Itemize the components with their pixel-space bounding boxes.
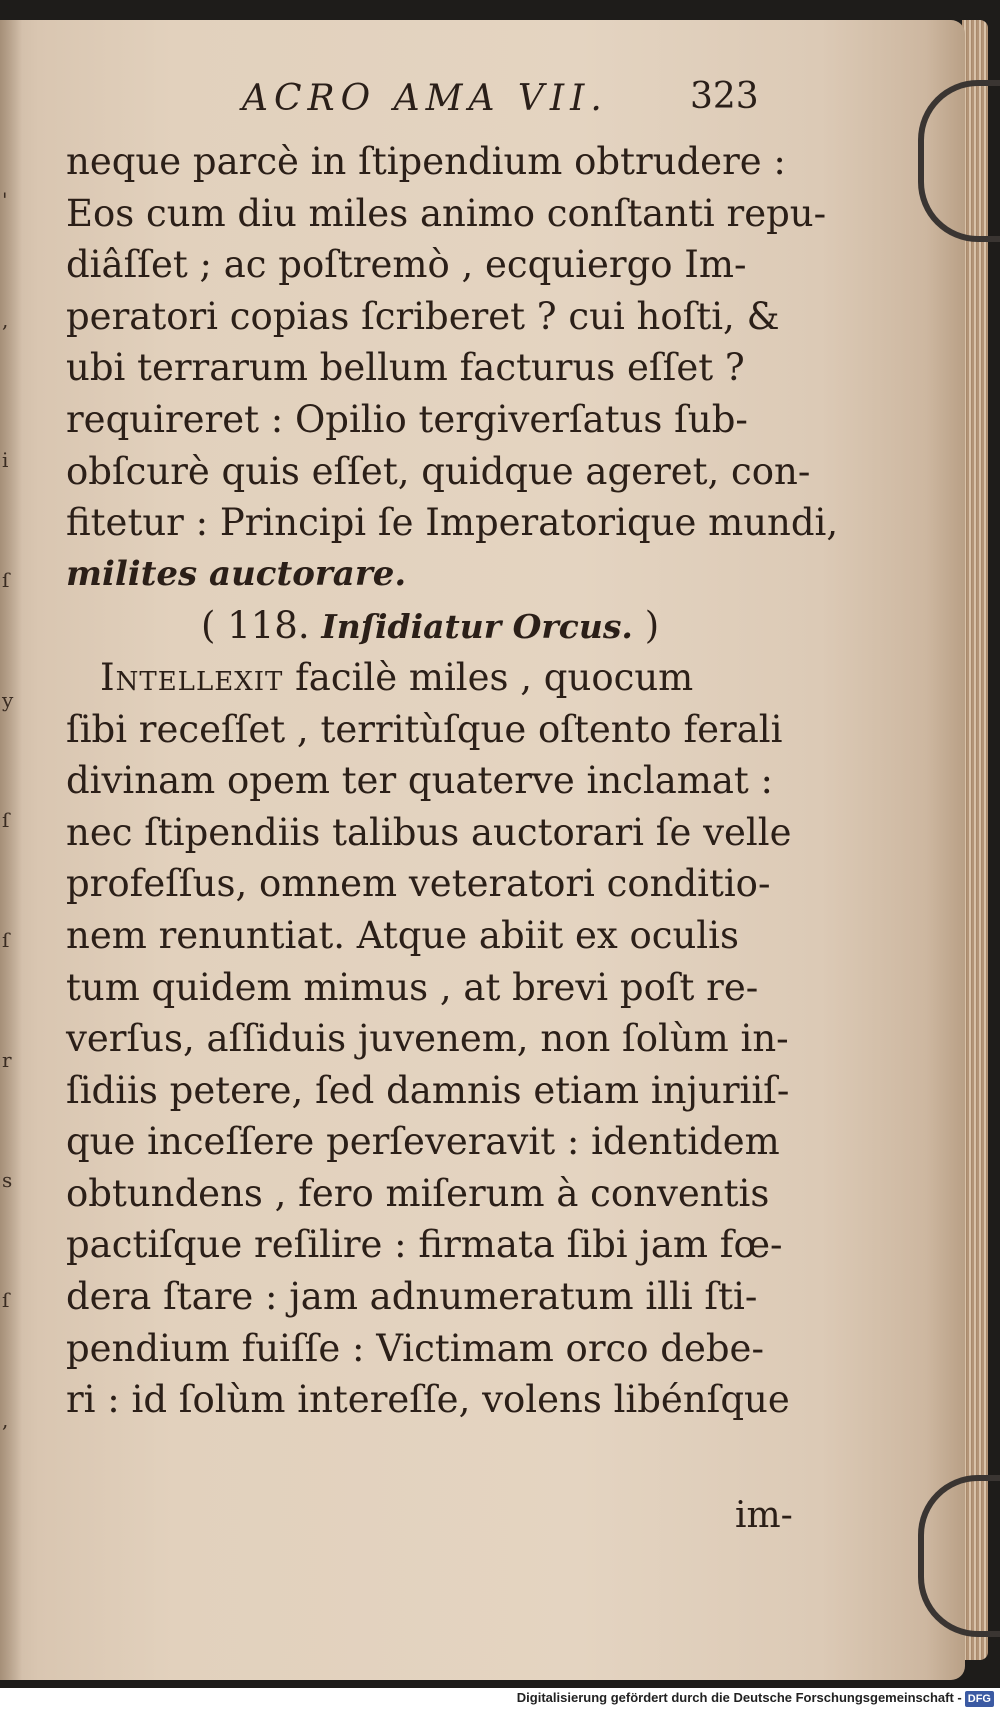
text-line: peratori copias ſcriberet ? cui hoſti, & bbox=[66, 294, 780, 338]
text-line: Eos cum diu miles animo conſtanti repu- bbox=[66, 191, 827, 235]
text-line: ri : id ſolùm intereſſe, volens libénſque bbox=[66, 1378, 790, 1422]
text-line: nem renuntiat. Atque abiit ex oculis bbox=[66, 913, 739, 957]
text-line: pactiſque reſilire : firmata ſibi jam fœ- bbox=[66, 1223, 783, 1267]
text-line: obtundens , fero miſerum à conventis bbox=[66, 1171, 770, 1215]
text-line: obſcurè quis eſſet, quidque ageret, con- bbox=[66, 449, 811, 493]
running-title: ACRO AMA VII. bbox=[242, 78, 608, 119]
text-line: ubi terrarum bellum facturus eſſet ? bbox=[66, 346, 745, 390]
running-header bbox=[0, 72, 965, 132]
text-line: que inceſſere perſeveravit : identidem bbox=[66, 1120, 780, 1164]
first-line-rest: facilè miles , quocum bbox=[283, 655, 694, 699]
catchword: im- bbox=[735, 1495, 793, 1536]
text-line: requireret : Opilio tergiverſatus ſub- bbox=[66, 397, 748, 441]
section-number: ( 118. bbox=[201, 604, 310, 648]
text-line: verſus, aſſiduis juvenem, non ſolùm in- bbox=[66, 1017, 789, 1061]
text-line: dera ſtare : jam adnumeratum illi ſti- bbox=[66, 1275, 758, 1319]
text-line: tum quidem mimus , at brevi poſt re- bbox=[66, 965, 759, 1009]
text-line: nec ſtipendiis talibus auctorari ſe velle bbox=[66, 810, 792, 854]
binding-gutter bbox=[0, 20, 22, 1680]
section-heading bbox=[66, 600, 796, 652]
dfg-logo: DFG bbox=[965, 1691, 994, 1707]
text-line: ſibi receſſet , territùſque oſtento ferali bbox=[66, 707, 783, 751]
text-line: ſidiis petere, ſed damnis etiam injuriiſ- bbox=[66, 1068, 790, 1112]
initial-word: Intellexit bbox=[100, 655, 284, 699]
text-block bbox=[66, 136, 839, 1426]
text-line: pendium fuiſſe : Victimam orco debe- bbox=[66, 1326, 764, 1370]
digitization-credit bbox=[517, 1690, 994, 1707]
text-line: diâſſet ; ac poſtremò , ecquiergo Im- bbox=[66, 243, 747, 287]
text-line: fitetur : Principi ſe Imperatorique mundi, bbox=[66, 501, 839, 545]
text-line: profeſſus, omnem veteratori conditio- bbox=[66, 862, 771, 906]
section-title: Inſidiatur Orcus. bbox=[321, 607, 633, 647]
page-edge bbox=[962, 20, 988, 1660]
credit-text: Digitalisierung gefördert durch die Deutsche Forschungsgemeinschaft - bbox=[516, 1690, 962, 1705]
book-clip-bottom bbox=[918, 1475, 1000, 1637]
page-number: 323 bbox=[690, 76, 759, 117]
text-line: neque parcè in ſtipendium obtrudere : bbox=[66, 140, 786, 183]
text-line: milites auctorare. bbox=[66, 553, 407, 594]
footer-bar bbox=[0, 1688, 1000, 1711]
paragraph-first-line bbox=[66, 652, 796, 704]
text-line: divinam opem ter quaterve inclamat : bbox=[66, 759, 774, 803]
gutter-show-through: ' , i ſ y ſ ſ r s ſ , bbox=[2, 188, 14, 1432]
section-close: ) bbox=[644, 604, 660, 648]
